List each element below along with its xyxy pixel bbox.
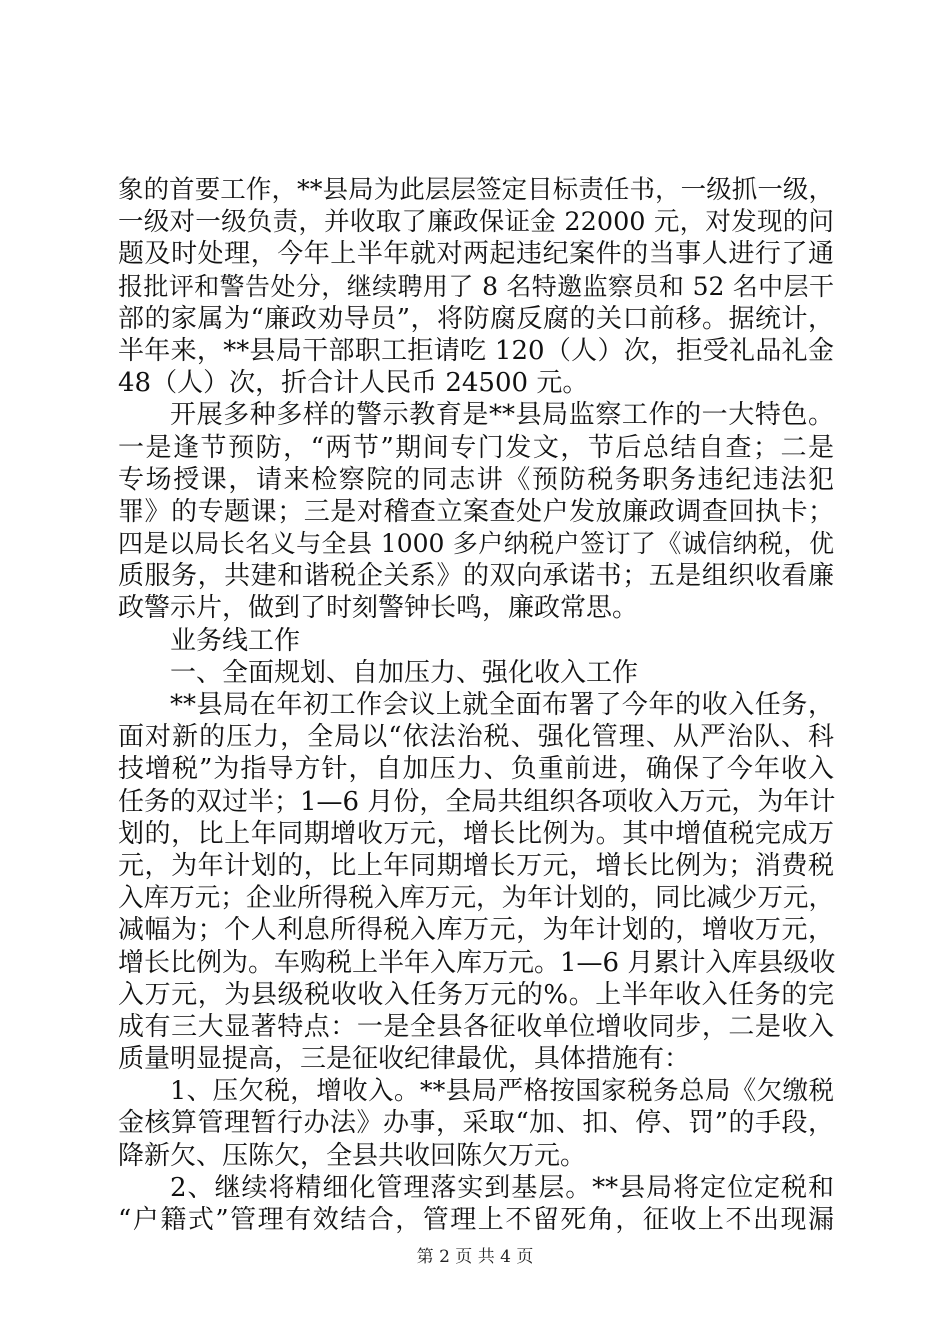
page-footer: [0, 1246, 950, 1268]
text-line: 任务的双过半；1—6 月份，全局共组织各项收入万元，为年计: [118, 786, 836, 817]
text-line: 入库万元；企业所得税入库万元，为年计划的，同比减少万元，: [118, 883, 834, 914]
page-number-label: 第 2 页 共 4 页: [416, 1247, 534, 1267]
text-line: 增长比例为。车购税上半年入库万元。1—6 月累计入库县级收: [118, 947, 836, 978]
text-line: 金核算管理暂行办法》办事，采取“加、扣、停、罚”的手段，: [118, 1108, 834, 1139]
text-line: “户籍式”管理有效结合，管理上不留死角，征收上不出现漏: [118, 1205, 834, 1235]
text-line: 减幅为；个人利息所得税入库万元，为年计划的，增收万元，: [118, 915, 834, 946]
text-line: 一是逢节预防，“两节”期间专门发文，节后总结自查；二是: [118, 432, 834, 463]
text-line: 一、全面规划、自加压力、强化收入工作: [170, 657, 639, 688]
text-line: 部的家属为“廉政劝导员”，将防腐反腐的关口前移。据统计，: [118, 303, 834, 334]
text-line: 业务线工作: [170, 625, 301, 656]
text-line: 技增税”为指导方针，自加压力、负重前进，确保了今年收入: [118, 754, 834, 785]
text-line: **县局在年初工作会议上就全面布署了今年的收入任务，: [170, 690, 834, 720]
text-line: 专场授课，请来检察院的同志讲《预防税务职务违纪违法犯: [118, 464, 834, 495]
text-line: 降新欠、压陈欠，全县共收回陈欠万元。: [118, 1140, 587, 1171]
text-line: 入万元，为县级税收收入任务万元的%。上半年收入任务的完: [118, 979, 834, 1010]
text-line: 元，为年计划的，比上年同期增长万元，增长比例为；消费税: [118, 850, 834, 881]
text-line: 题及时处理，今年上半年就对两起违纪案件的当事人进行了通: [118, 239, 834, 270]
text-line: 报批评和警告处分，继续聘用了 8 名特邀监察员和 52 名中层干: [118, 271, 834, 301]
text-line: 质量明显提高，三是征收纪律最优，具体措施有：: [118, 1044, 691, 1075]
text-line: 划的，比上年同期增收万元，增长比例为。其中增值税完成万: [118, 818, 834, 849]
text-line: 2、继续将精细化管理落实到基层。**县局将定位定税和: [170, 1172, 834, 1203]
text-line: 半年来，**县局干部职工拒请吃 120（人）次，拒受礼品礼金: [118, 335, 834, 366]
text-line: 开展多种多样的警示教育是**县局监察工作的一大特色。: [170, 400, 834, 431]
text-line: 一级对一级负责，并收取了廉政保证金 22000 元，对发现的问: [118, 207, 834, 238]
text-line: 质服务，共建和谐税企关系》的双向承诺书；五是组织收看廉: [118, 561, 834, 592]
text-line: 罪》的专题课；三是对稽查立案查处户发放廉政调查回执卡；: [118, 496, 834, 527]
text-line: 四是以局长名义与全县 1000 多户纳税户签订了《诚信纳税，优: [118, 529, 834, 559]
text-line: 政警示片，做到了时刻警钟长鸣，廉政常思。: [118, 593, 639, 624]
text-line: 1、压欠税，增收入。**县局严格按国家税务总局《欠缴税: [170, 1076, 834, 1107]
document-body: [118, 174, 834, 1236]
text-line: 面对新的压力，全局以“依法治税、强化管理、从严治队、科: [118, 722, 834, 753]
text-line: 48（人）次，折合计人民币 24500 元。: [118, 368, 589, 399]
text-line: 象的首要工作，**县局为此层层签定目标责任书，一级抓一级，: [118, 175, 834, 205]
text-line: 成有三大显著特点：一是全县各征收单位增收同步，二是收入: [118, 1011, 834, 1042]
